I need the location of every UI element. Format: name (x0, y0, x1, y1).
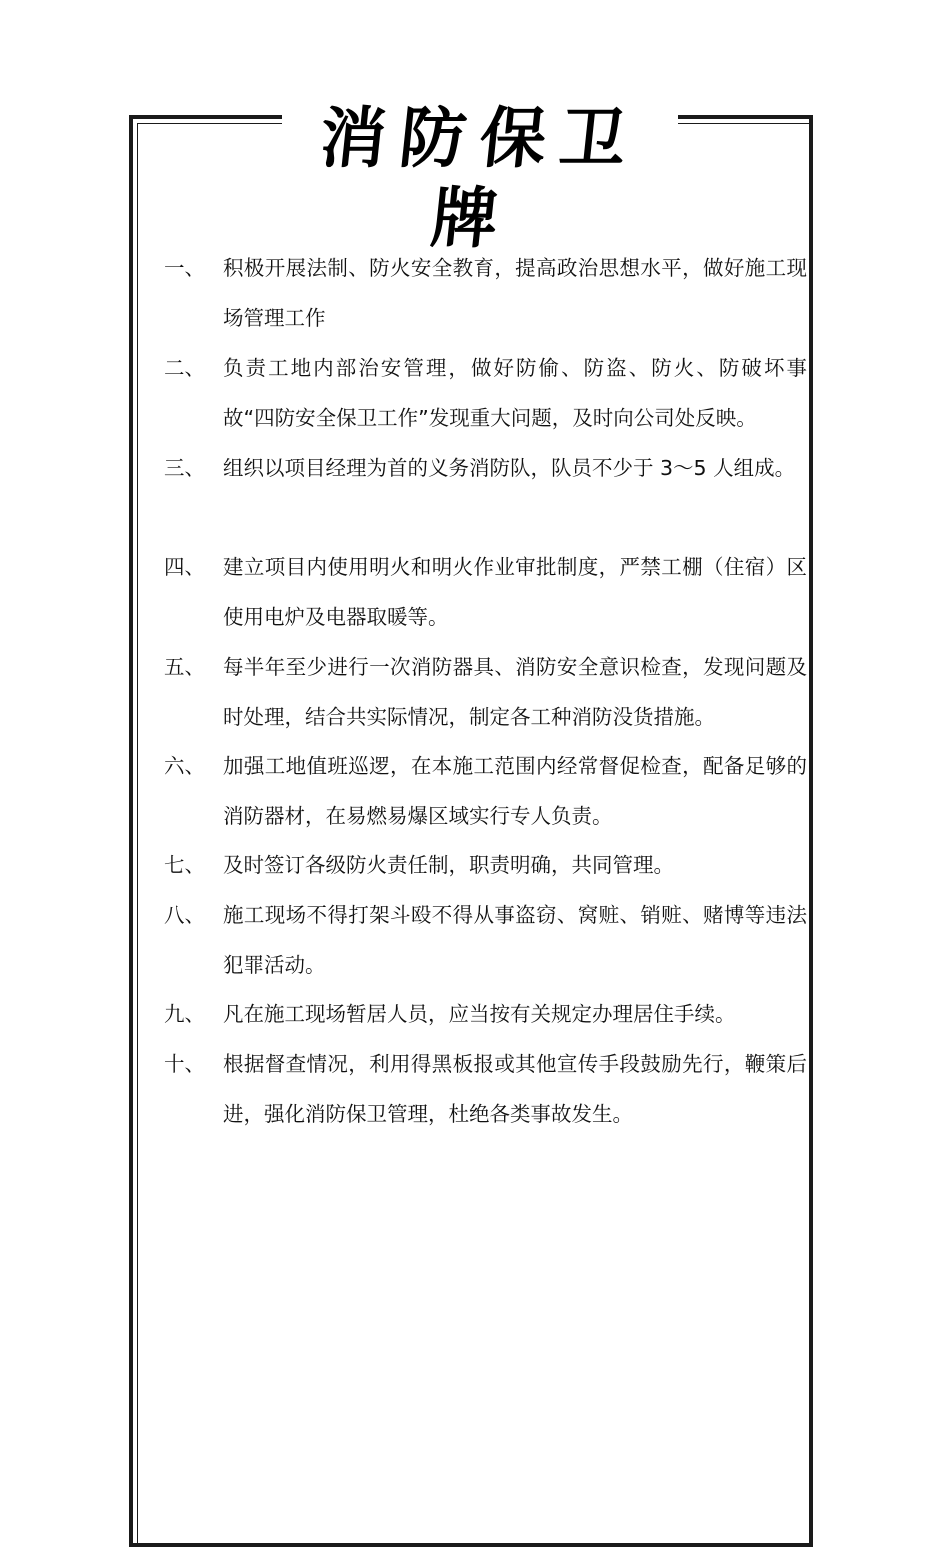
rule-text: 建立项目内使用明火和明火作业审批制度，严禁工棚（住宿）区使用电炉及电器取暖等。 (223, 555, 807, 629)
rule-number: 十、 (164, 1052, 205, 1076)
rule-number: 一、 (164, 256, 205, 280)
rule-text: 组织以项目经理为首的义务消防队，队员不少于 3～5 人组成。 (223, 456, 796, 480)
sign-title: 消防保卫牌 (315, 99, 645, 257)
rule-text: 及时签订各级防火责任制，职责明确，共同管理。 (223, 853, 674, 877)
rule-text: 每半年至少进行一次消防器具、消防安全意识检查，发现问题及时处理，结合共实际情况，制定各工种消防没货措施。 (223, 655, 807, 729)
rule-text: 积极开展法制、防火安全教育，提高政治思想水平，做好施工现场管理工作 (223, 256, 807, 330)
rule-number: 二、 (164, 356, 205, 380)
rule-number: 五、 (164, 655, 205, 679)
rule-number: 七、 (164, 853, 205, 877)
rule-text: 负责工地内部治安管理，做好防偷、防盗、防火、防破坏事故“四防安全保卫工作”发现重大问题，及时向公司处反映。 (223, 356, 807, 430)
rule-number: 九、 (164, 1002, 205, 1026)
rule-number: 八、 (164, 903, 205, 927)
rule-text: 施工现场不得打架斗殴不得从事盗窃、窝赃、销赃、赌博等违法犯罪活动。 (223, 903, 807, 977)
rule-number: 四、 (164, 555, 205, 579)
rule-text: 根据督查情况，利用得黑板报或其他宣传手段鼓励先行，鞭策后进，强化消防保卫管理，杜绝各类事故发生。 (223, 1052, 807, 1126)
rule-text: 加强工地值班巡逻，在本施工范围内经常督促检查，配备足够的消防器材，在易燃易爆区域实行专人负责。 (223, 754, 807, 828)
rule-number: 六、 (164, 754, 205, 778)
rule-text: 凡在施工现场暂居人员，应当按有关规定办理居住手续。 (223, 1002, 736, 1026)
rule-number: 三、 (164, 456, 205, 480)
